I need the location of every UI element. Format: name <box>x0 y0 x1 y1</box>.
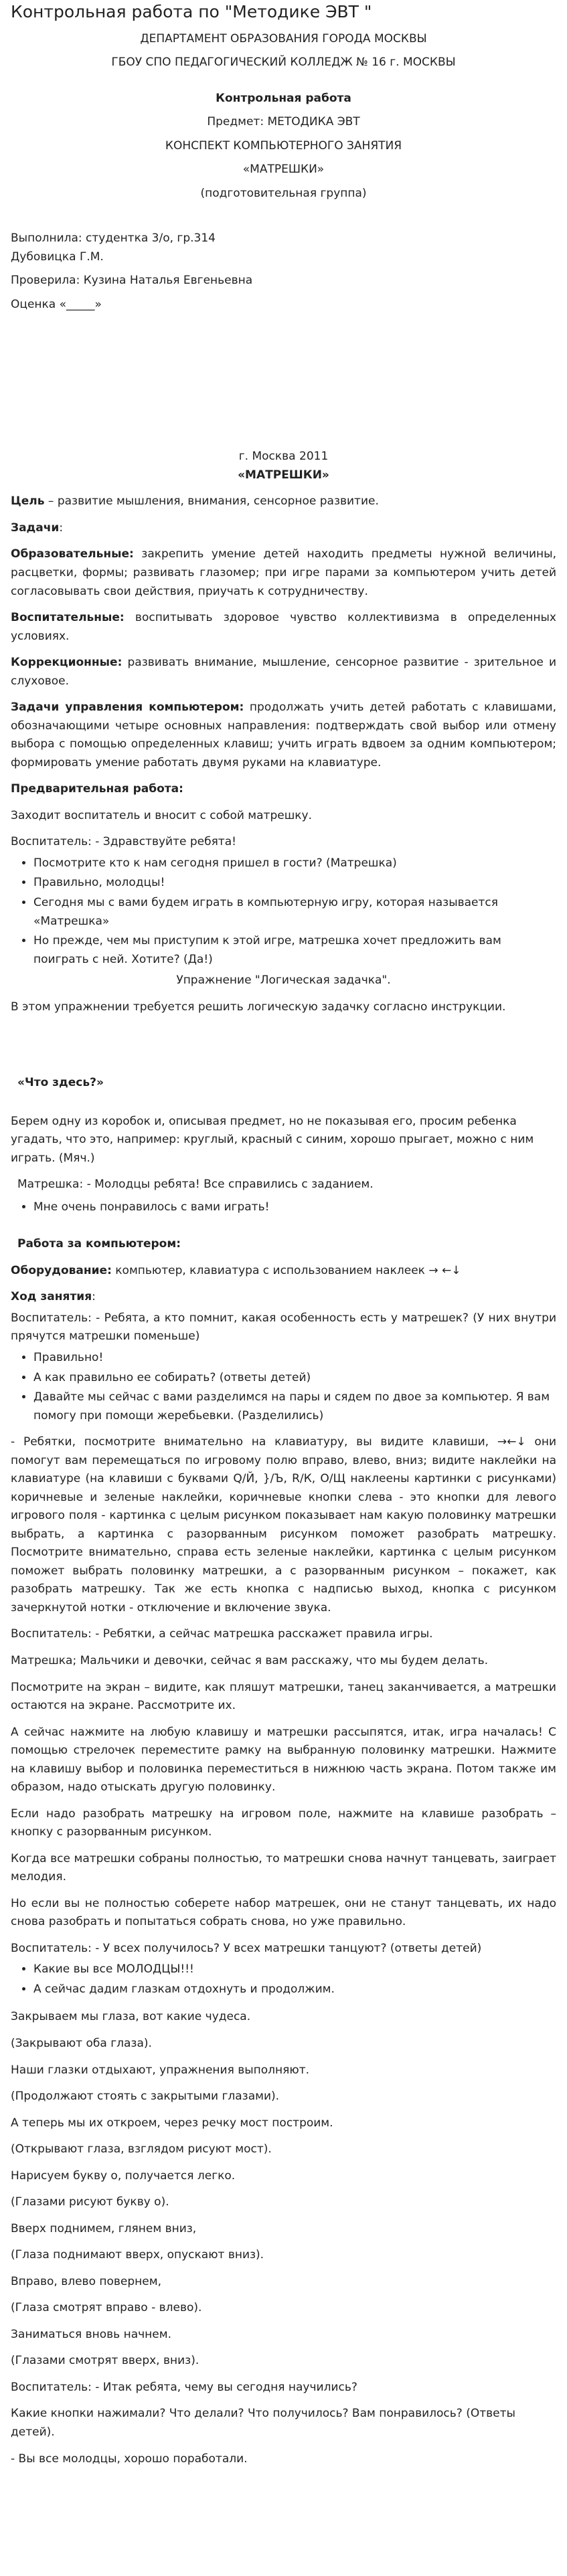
prelim-list <box>11 854 556 969</box>
prelim-heading: Предварительная работа: <box>11 782 183 796</box>
exercise-title: Упражнение "Логическая задачка". <box>176 974 391 988</box>
college-line: ГБОУ СПО ПЕДАГОГИЧЕСКИЙ КОЛЛЕДЖ № 16 г. МОСКВЫ <box>111 56 456 70</box>
document <box>0 1 567 2468</box>
goal: Цель – развитие мышления, внимания, сенсорное развитие. <box>11 494 379 509</box>
rules-paragraph: Когда все матрешки собраны полностью, то матрешки снова начнут танцевать, заиграет мелодия. <box>11 1851 556 1884</box>
tasks-heading: Задачи: <box>11 521 64 535</box>
poem-line: (Закрывают оба глаза). <box>11 2037 152 2050</box>
game-list <box>11 1198 556 1217</box>
list-item: • Давайте мы сейчас с вами разделимся на пары и сядем по двое за компьютер. Я вам помогу при помощи жеребьевки. (Разделились) <box>33 1388 556 1425</box>
task-educational: Образовательные: закрепить умение детей находить предметы нужной величины, расцветки, формы; развивать глазомер; при игре парами за компьютером учить детей согласовывать свои действия, приучать к сотрудничеству. <box>11 547 556 598</box>
task-upbringing: Воспитательные: воспитывать здоровое чувство коллективизма в определенных условиях. <box>11 611 556 643</box>
group-line: (подготовительная группа) <box>200 186 367 200</box>
game-title: «Что здесь?» <box>17 1076 104 1090</box>
poem-line: (Продолжают стоять с закрытыми глазами). <box>11 2090 280 2104</box>
game-text: Берем одну из коробок и, описывая предмет, но не показывая его, просим ребенка угадать, что это, например: круглый, красный с синим, хорошо прыгает, можно с ним играть. (Мяч.) <box>11 1114 534 1165</box>
list-item: • Мне очень понравилось с вами играть! <box>33 1198 556 1217</box>
teacher-check: Воспитатель: - У всех получилось? У всех матрешки танцуют? (ответы детей) <box>11 1941 482 1955</box>
poem-line: Заниматься вновь начнем. <box>11 2327 171 2341</box>
computer-work-title: Работа за компьютером: <box>17 1237 181 1251</box>
keyboard-explanation: - Ребятки, посмотрите внимательно на клавиатуру, вы видите клавиши, →←↓ они помогут вам перемещаться по игровому полю вправо, влево, вниз; видите наклейки на клавиатуре (на клавиши с буквами Q/Й, }/Ъ, R/К, О/Щ наклеены картинки с рисунками) коричневые и зеленые наклейки, коричневые кнопки слева - это кнопки для левого игрового поля - картинка с целым рисунком показывает нам какую половинку матрешки выбрать, а картинка с разорванным рисунком поможет разобрать матрешку. Посмотрите внимательно, справа есть зеленые наклейки, картинка с целым рисунком поможет выбрать половинку матрешки, а с разорванным рисунком – покажет, как разобрать матрешку. Так же есть кнопка с надписью выход, кнопка с рисунком зачеркнутой нотки - отключение и включение звука. <box>11 1435 556 1615</box>
list-item: • Правильно! <box>33 1349 556 1368</box>
poem-line: (Глаза смотрят вправо - влево). <box>11 2301 202 2315</box>
poem-line: (Открывают глаза, взглядом рисуют мост). <box>11 2142 272 2156</box>
prelim-intro: Заходит воспитатель и вносит с собой матрешку. <box>11 808 312 822</box>
course-list <box>11 1349 556 1425</box>
author-name: Дубовицка Г.М. <box>11 250 104 264</box>
task-correction: Коррекционные: развивать внимание, мышление, сенсорное развитие - зрительное и слуховое. <box>11 656 556 688</box>
eye-exercise-poem <box>11 2008 556 2370</box>
poem-line: (Глаза поднимают вверх, опускают вниз). <box>11 2248 264 2262</box>
poem-line: Вправо, влево повернем, <box>11 2274 161 2288</box>
course-heading: Ход занятия: <box>11 1290 96 1304</box>
rules-paragraph: Посмотрите на экран – видите, как пляшут матрешки, танец заканчивается, а матрешки остаются на экране. Рассмотрите их. <box>11 1680 556 1713</box>
list-item: • Но прежде, чем мы приступим к этой игре, матрешка хочет предложить вам поиграть с ней. Хотите? (Да!) <box>33 932 556 969</box>
poem-line: Вверх поднимем, глянем вниз, <box>11 2221 197 2235</box>
prelim-greeting: Воспитатель: - Здравствуйте ребята! <box>11 835 236 849</box>
list-item: • А как правильно ее собирать? (ответы детей) <box>33 1369 556 1388</box>
poem-line: (Глазами рисуют букву о). <box>11 2195 169 2209</box>
list-item: • Посмотрите кто к нам сегодня пришел в гости? (Матрешка) <box>33 854 556 873</box>
poem-line: Нарисуем букву о, получается легко. <box>11 2169 236 2183</box>
konspekt-line: КОНСПЕКТ КОМПЬЮТЕРНОГО ЗАНЯТИЯ <box>165 139 402 153</box>
checked-by: Проверила: Кузина Наталья Евгеньевна <box>11 274 253 288</box>
equipment: Оборудование: компьютер, клавиатура с использованием наклеек → ←↓ <box>11 1263 461 1277</box>
work-type: Контрольная работа <box>216 91 351 105</box>
city-year: г. Москва 2011 <box>238 450 329 464</box>
document-title: Контрольная работа по "Методике ЭВТ " <box>11 2 372 21</box>
ending-question-2: Какие кнопки нажимали? Что делали? Что получилось? Вам понравилось? (Ответы детей). <box>11 2407 515 2439</box>
grade-line: Оценка «_____» <box>11 297 102 311</box>
department-line: ДЕПАРТАМЕНТ ОБРАЗОВАНИЯ ГОРОДА МОСКВЫ <box>140 31 427 45</box>
lesson-title: «МАТРЕШКИ» <box>238 468 329 482</box>
poem-line: А теперь мы их откроем, через речку мост построим. <box>11 2116 333 2130</box>
author-info <box>11 229 556 314</box>
matreshka-praise: Матрешка: - Молодцы ребята! Все справились с заданием. <box>17 1178 374 1192</box>
exercise-text: В этом упражнении требуется решить логическую задачку согласно инструкции. <box>11 1000 506 1014</box>
ending-final: - Вы все молодцы, хорошо поработали. <box>11 2452 248 2466</box>
list-item: • А сейчас дадим глазкам отдохнуть и продолжим. <box>33 1981 556 1999</box>
poem-line: Наши глазки отдыхают, упражнения выполняют. <box>11 2063 310 2077</box>
list-item: • Правильно, молодцы! <box>33 874 556 893</box>
task-computer: Задачи управления компьютером: продолжать учить детей работать с клавишами, обозначающими четыре основных направления: подтверждать свой выбор или отмену выбора с помощью определенных клавиш; учить играть вдвоем за одним компьютером; формировать умение работать двумя руками на клавиатуре. <box>11 701 556 769</box>
rules-intro: Воспитатель: - Ребятки, а сейчас матрешка расскажет правила игры. <box>11 1627 433 1641</box>
topic-line: «МАТРЕШКИ» <box>242 163 325 177</box>
rules-paragraph: А сейчас нажмите на любую клавишу и матрешки рассыпятся, итак, игра началась! С помощью стрелочек переместите рамку на выбранную половинку матрешки. Нажмите на клавишу выбор и половинка переместиться в нижнюю часть экрана. Потом также им образом, надо отыскать другую половинку. <box>11 1725 556 1795</box>
poem-line: Закрываем мы глаза, вот какие чудеса. <box>11 2010 251 2024</box>
poem-line: (Глазами смотрят вверх, вниз). <box>11 2354 199 2368</box>
list-item: • Какие вы все МОЛОДЦЫ!!! <box>33 1960 556 1979</box>
ending-question: Воспитатель: - Итак ребята, чему вы сегодня научились? <box>11 2380 357 2394</box>
praise-list <box>11 1960 556 1999</box>
teacher-question: Воспитатель: - Ребята, а кто помнит, какая особенность есть у матрешек? (У них внутри прячутся матрешки поменьше) <box>11 1311 556 1344</box>
rules-paragraph: Если надо разобрать матрешку на игровом поле, нажмите на клавише разобрать – кнопку с разорванным рисунком. <box>11 1807 556 1839</box>
rules-paragraph: Но если вы не полностью соберете набор матрешек, они не станут танцевать, их надо снова разобрать и попытаться собрать снова, но уже правильно. <box>11 1896 556 1929</box>
list-item: • Сегодня мы с вами будем играть в компьютерную игру, которая называется «Матрешка» <box>33 894 556 931</box>
title-page <box>11 30 556 203</box>
matreshka-speech: Матрешка; Мальчики и девочки, сейчас я вам расскажу, что мы будем делать. <box>11 1653 488 1667</box>
subject-line: Предмет: МЕТОДИКА ЭВТ <box>207 115 360 129</box>
author-line: Выполнила: студентка 3/о, гр.314 <box>11 232 216 246</box>
